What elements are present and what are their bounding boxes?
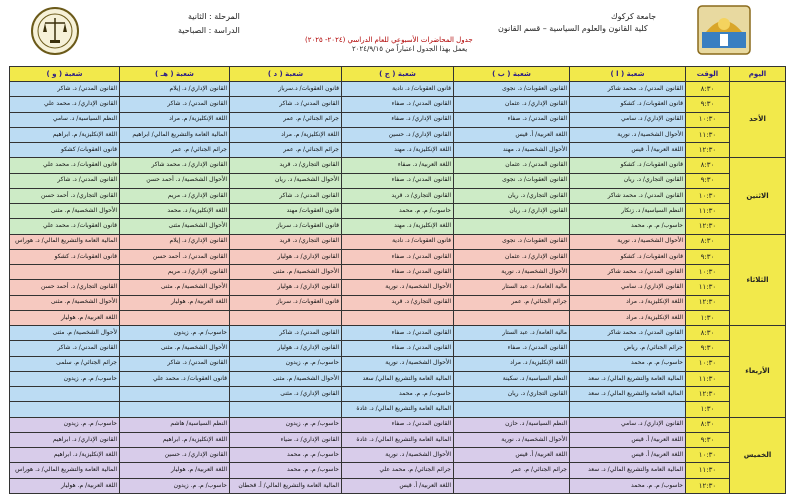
course-cell xyxy=(454,310,570,325)
course-cell: القانون المدني/ د. صفاء xyxy=(342,173,454,188)
course-cell: القانون الإداري/ د. عثمان xyxy=(454,97,570,112)
course-cell: القانون العقوبات/ د. نجوى xyxy=(454,234,570,249)
course-cell: مالية العامة/ د. عبد الستار xyxy=(454,326,570,341)
course-cell: حاسوب/ م. م. محمد xyxy=(570,478,686,494)
table-row xyxy=(10,280,786,295)
time-cell: ١٢:٣٠ xyxy=(686,387,730,402)
table-row xyxy=(10,387,786,402)
timetable-grid xyxy=(9,66,786,494)
course-cell: قانون العقوبات/ د. كشكو xyxy=(570,158,686,173)
course-cell: جرائم الجنائي/ م. رياض xyxy=(570,341,686,356)
course-cell: اللغة العربية/ أ. قيس xyxy=(570,143,686,158)
course-cell: القانون الإداري/ د. مريم xyxy=(120,265,230,280)
course-cell: القانون المدني/ د. محمد شاكر xyxy=(570,265,686,280)
course-cell: الأحوال الشخصية/ م. مثنى xyxy=(10,204,120,219)
course-cell: اللغة العربية/ أ. قيس xyxy=(570,448,686,463)
course-cell: القانون الإداري/ د. إيلام xyxy=(120,82,230,97)
document-header xyxy=(0,0,800,66)
table-row xyxy=(10,417,786,432)
course-cell: القانون الإداري/ د. مثنى xyxy=(230,387,342,402)
day-cell: الأحد xyxy=(730,82,786,158)
course-cell: قانون العقوبات/ د. نادية xyxy=(342,234,454,249)
course-cell: المالية العامة والتشريع المالي/ د. هوراس xyxy=(10,463,120,478)
course-cell: القانون المدني/ د. عثمان xyxy=(454,158,570,173)
course-cell: القانون المدني/ د. محمد شاكر xyxy=(570,326,686,341)
course-cell: القانون المدني/ د. صفاء xyxy=(342,417,454,432)
course-cell: اللغة الإنكليزية/ م. مراد xyxy=(230,127,342,142)
course-cell: القانون المدني/ د. صفاء xyxy=(342,326,454,341)
table-row xyxy=(10,356,786,371)
course-cell: القانون الإداري/ د. سامي xyxy=(570,417,686,432)
course-cell: القانون المدني/ د. صفاء xyxy=(342,97,454,112)
course-cell: جرائم الجنائي/ م. عمر xyxy=(230,112,342,127)
course-cell: قانون العقوبات/ د. محمد علي xyxy=(10,158,120,173)
course-cell: الأحوال الشخصية/ د. نورية xyxy=(570,127,686,142)
course-cell: القانون التجاري/ د. قريد xyxy=(342,295,454,310)
col-header-section-d: شعبة ( د ) xyxy=(230,67,342,82)
effective-date: يعمل بهذا الجدول اعتباراً من ٢٠٢٤/٩/١٥ xyxy=(352,45,468,53)
course-cell xyxy=(120,310,230,325)
course-cell: القانون المدني/ د. محمد شاكر xyxy=(570,188,686,203)
course-cell: حاسوب/ م. م. زيدون xyxy=(230,356,342,371)
table-row xyxy=(10,188,786,203)
course-cell: القانون المدني/ د. صفاء xyxy=(342,265,454,280)
course-cell: اللغة العربية/ م. هوليار xyxy=(120,295,230,310)
course-cell: القانون العقوبات/ د. نجوى xyxy=(454,173,570,188)
course-cell: الأحوال الشخصية/ م. مثنى xyxy=(230,265,342,280)
course-cell: جرائم الجنائي/ م. عمر xyxy=(454,295,570,310)
time-cell: ١٢:٣٠ xyxy=(686,219,730,234)
course-cell: المالية العامة والتشريع المالي/ د. غادة xyxy=(342,402,454,417)
course-cell: اللغة الإنكليزية/ د. مهند xyxy=(342,219,454,234)
table-row xyxy=(10,204,786,219)
col-header-section-e: شعبة ( هـ ) xyxy=(120,67,230,82)
course-cell: النظم السياسية/ د. حازن xyxy=(454,417,570,432)
time-cell: ١١:٣٠ xyxy=(686,127,730,142)
course-cell: القانون التجاري/ د. ريان xyxy=(454,188,570,203)
course-cell: اللغة الإنكليزية/ م. ابراهيم xyxy=(120,432,230,447)
course-cell: الأحوال الشخصية/ د. مهند xyxy=(454,143,570,158)
time-cell: ٩:٣٠ xyxy=(686,97,730,112)
col-header-day: اليوم xyxy=(730,67,786,82)
table-row xyxy=(10,219,786,234)
course-cell: المالية العامة والتشريع المالي/ د. هوراس xyxy=(10,234,120,249)
table-row xyxy=(10,478,786,494)
course-cell: قانون العقوبات/ كشكو xyxy=(10,143,120,158)
course-cell: حاسوب/ م. م. محمد xyxy=(570,219,686,234)
table-row xyxy=(10,97,786,112)
course-cell: القانون الإداري/ د. ريان xyxy=(454,204,570,219)
table-row xyxy=(10,249,786,264)
course-cell: حاسوب/ م. م. محمد xyxy=(230,463,342,478)
header-row xyxy=(10,67,786,82)
course-cell: القانون الإداري/ د. ضياء xyxy=(230,432,342,447)
table-row xyxy=(10,143,786,158)
course-cell: حاسوب/ م. م. محمد xyxy=(342,204,454,219)
course-cell: قانون العقوبات/ د. سرباز xyxy=(230,219,342,234)
course-cell: القانون المدني/ د. شاكر xyxy=(10,341,120,356)
table-row xyxy=(10,402,786,417)
stage-label: المرحلة : الثانية xyxy=(188,12,240,21)
course-cell: القانون الإداري/ د. حسين xyxy=(120,448,230,463)
col-header-section-a: شعبة ( ا ) xyxy=(570,67,686,82)
course-cell: القانون المدني/ د. شاكر xyxy=(120,97,230,112)
time-cell: ١٠:٣٠ xyxy=(686,188,730,203)
course-cell: قانون العقوبات/ د. محمد علي xyxy=(120,371,230,386)
course-cell: الأحوال الشخصية/ مثنى xyxy=(120,219,230,234)
course-cell: اللغة الإنكليزية/ د. مراد xyxy=(570,295,686,310)
table-row xyxy=(10,448,786,463)
course-cell: القانون الإداري/ د. هوليار xyxy=(230,341,342,356)
course-cell xyxy=(454,478,570,494)
course-cell: قانون العقوبات/ د. كشكو xyxy=(570,249,686,264)
course-cell: الأحوال الشخصية/ د. نورية xyxy=(454,265,570,280)
time-cell: ١٢:٣٠ xyxy=(686,478,730,494)
col-header-section-b: شعبة ( ب ) xyxy=(454,67,570,82)
course-cell: القانون الإداري/ د. سامي xyxy=(570,280,686,295)
course-cell: القانون التجاري/ د. أحمد حسن xyxy=(10,280,120,295)
time-cell: ٩:٣٠ xyxy=(686,249,730,264)
time-cell: ١٠:٣٠ xyxy=(686,265,730,280)
course-cell xyxy=(10,265,120,280)
course-cell: القانون المدني/ د. أحمد حسن xyxy=(120,249,230,264)
table-row xyxy=(10,82,786,97)
course-cell: القانون التجاري/ د. قريد xyxy=(230,158,342,173)
course-cell: اللغة العربية/ أ. قيس xyxy=(454,127,570,142)
course-cell: الأحوال الشخصية/ م. مثنى xyxy=(120,280,230,295)
course-cell: الأحوال الشخصية/ د. نورية xyxy=(342,280,454,295)
course-cell: الأحوال الشخصية/ د. نورية xyxy=(570,234,686,249)
course-cell: اللغة الإنكليزية/ د. مراد xyxy=(454,356,570,371)
day-cell: الأربعاء xyxy=(730,326,786,418)
course-cell: القانون العقوبات/ د. نجوى xyxy=(454,82,570,97)
course-cell: جرائم الجنائي/ م. محمد علي xyxy=(342,463,454,478)
course-cell: قانون العقوبات/ د. محمد علي xyxy=(10,219,120,234)
table-row xyxy=(10,127,786,142)
course-cell: القانون الإداري/ د. عثمان xyxy=(454,249,570,264)
course-cell: القانون الإداري/ د. إيلام xyxy=(120,234,230,249)
course-cell: الأحوال الشخصية/ م. مثنى xyxy=(230,371,342,386)
course-cell: القانون الإداري/ د. حسين xyxy=(342,127,454,142)
course-cell: النظم السياسية/ د. سامي xyxy=(10,112,120,127)
col-header-time: الوقت xyxy=(686,67,730,82)
course-cell: الأحوال الشخصية/ د. أحمد حسن xyxy=(120,173,230,188)
time-cell: ٨:٣٠ xyxy=(686,234,730,249)
course-cell: القانون الإداري/ د. هوليار xyxy=(230,280,342,295)
time-cell: ١:٣٠ xyxy=(686,402,730,417)
day-cell: الثلاثاء xyxy=(730,234,786,326)
course-cell: القانون الإداري/ د. محمد علي xyxy=(10,97,120,112)
time-cell: ٨:٣٠ xyxy=(686,158,730,173)
course-cell: اللغة العربية/ م. هوليار xyxy=(120,463,230,478)
table-row xyxy=(10,158,786,173)
schedule-title: جدول المحاضرات الأسبوعي للعام الدراسي (٢٠٢٤- ٢٠٢٥) xyxy=(305,36,473,44)
course-cell: النظم السياسية/ د. سكينة xyxy=(454,371,570,386)
course-cell: القانون المدني/ د. صفاء xyxy=(454,112,570,127)
course-cell: اللغة العربية/ م. هوليار xyxy=(10,310,120,325)
course-cell: اللغة العربية/ م. هوليار xyxy=(10,478,120,494)
course-cell: القانون التجاري/ د. قريد xyxy=(342,188,454,203)
course-cell: حاسوب/ م. م. محمد xyxy=(342,387,454,402)
time-cell: ١٠:٣٠ xyxy=(686,448,730,463)
table-row xyxy=(10,432,786,447)
course-cell: جرائم الجنائي/ م. سلمى xyxy=(10,356,120,371)
course-cell: القانون المدني/ د. شاكر xyxy=(230,326,342,341)
time-cell: ١٠:٣٠ xyxy=(686,356,730,371)
course-cell: حاسوب/ م. م. زيدون xyxy=(10,417,120,432)
course-cell xyxy=(342,310,454,325)
table-row xyxy=(10,173,786,188)
time-cell: ١١:٣٠ xyxy=(686,371,730,386)
time-cell: ١٠:٣٠ xyxy=(686,112,730,127)
table-row xyxy=(10,310,786,325)
university-logo xyxy=(696,4,752,56)
course-cell: مالية العامة/ د. عبد الستار xyxy=(454,280,570,295)
course-cell: قانون العقوبات/ مهند xyxy=(230,204,342,219)
course-cell: قانون العقوبات/ د. نادية xyxy=(342,82,454,97)
course-cell: المالية العامة والتشريع المالي/ أ. قحطان xyxy=(230,478,342,494)
course-cell: اللغة العربية/ أ. قيس xyxy=(454,448,570,463)
course-cell: جرائم الجنائي/ م. عمر xyxy=(120,143,230,158)
course-cell: اللغة الإنكليزية/ د. محمد xyxy=(120,204,230,219)
time-cell: ٨:٣٠ xyxy=(686,82,730,97)
table-row xyxy=(10,265,786,280)
course-cell xyxy=(10,402,120,417)
course-cell xyxy=(454,219,570,234)
course-cell: اللغة العربية/ أ. قيس xyxy=(570,432,686,447)
course-cell: اللغة العربية/ أ. قيس xyxy=(342,478,454,494)
time-cell: ١:٣٠ xyxy=(686,310,730,325)
course-cell: المالية العامة والتشريع المالي/ د. سعد xyxy=(570,463,686,478)
course-cell: حاسوب/ م. م. زيدون xyxy=(230,417,342,432)
timetable-body xyxy=(10,82,786,494)
course-cell: اللغة العربية/ د. صفاء xyxy=(342,158,454,173)
course-cell: القانون الإداري/ د. هوليار xyxy=(230,249,342,264)
course-cell: الأحوال الشخصية/ م. مثنى xyxy=(120,341,230,356)
course-cell: جرائم الجنائي/ م. عمر xyxy=(230,143,342,158)
time-cell: ١١:٣٠ xyxy=(686,280,730,295)
course-cell: القانون المدني/ د. شاكر xyxy=(230,97,342,112)
table-row xyxy=(10,295,786,310)
course-cell: اللغة الإنكليزية/ م. ابراهيم xyxy=(10,127,120,142)
course-cell: المالية العامة والتشريع المالي/ ابراهيم xyxy=(120,127,230,142)
course-cell: المالية العامة والتشريع المالي/ سعد xyxy=(342,371,454,386)
course-cell: الأحوال الشخصية/ م. مثنى xyxy=(10,295,120,310)
course-cell: القانون التجاري/ د. أحمد حسن xyxy=(10,188,120,203)
course-cell: القانون التجاري/ د. ريان xyxy=(570,173,686,188)
course-cell: القانون المدني/ د. صفاء xyxy=(454,341,570,356)
course-cell: القانون التجاري/ د. ريان xyxy=(454,387,570,402)
course-cell: جرائم الجنائي/ م. عمر xyxy=(454,463,570,478)
course-cell: اللغة الإنكليزية/ د. ابراهيم xyxy=(10,448,120,463)
course-cell: حاسوب/ م. م. زيدون xyxy=(10,371,120,386)
course-cell xyxy=(120,387,230,402)
course-cell: الأحوال الشخصية/ د. نورية xyxy=(454,432,570,447)
table-row xyxy=(10,371,786,386)
course-cell: النظم السياسية/ د. زنكار xyxy=(570,204,686,219)
day-cell: الخميس xyxy=(730,417,786,494)
course-cell: قانون العقوبات/ د. كشكو xyxy=(570,97,686,112)
course-cell: القانون الإداري/ د. سامي xyxy=(570,112,686,127)
course-cell: القانون التجاري/ د. قريد xyxy=(230,234,342,249)
col-header-section-c: شعبة ( ج ) xyxy=(342,67,454,82)
course-cell: القانون الإداري/ د. مريم xyxy=(120,188,230,203)
time-cell: ١١:٣٠ xyxy=(686,204,730,219)
course-cell: الأحوال الشخصية/ د. نورية xyxy=(342,448,454,463)
time-cell: ٨:٣٠ xyxy=(686,326,730,341)
course-cell: قانون العقوبات/ د. كشكو xyxy=(10,249,120,264)
course-cell xyxy=(230,310,342,325)
study-type-label: الدراسة : الصباحية xyxy=(178,26,240,35)
table-row xyxy=(10,463,786,478)
course-cell: قانون العقوبات/ د. سرباز xyxy=(230,295,342,310)
time-cell: ٩:٣٠ xyxy=(686,173,730,188)
time-cell: ٩:٣٠ xyxy=(686,341,730,356)
table-row xyxy=(10,341,786,356)
course-cell: اللغة الإنكليزية/ د. مراد xyxy=(570,310,686,325)
col-header-section-f: شعبة ( و ) xyxy=(10,67,120,82)
course-cell: حاسوب/ م. م. محمد xyxy=(570,356,686,371)
university-name: جامعة كركوك xyxy=(611,12,657,21)
course-cell: قانون العقوبات/ د.سرباز xyxy=(230,82,342,97)
course-cell: القانون المدني/ د. محمد شاكر xyxy=(570,82,686,97)
time-cell: ٩:٣٠ xyxy=(686,432,730,447)
course-cell xyxy=(570,402,686,417)
course-cell: حاسوب/ م. م. زيدون xyxy=(120,326,230,341)
table-row xyxy=(10,326,786,341)
course-cell: القانون الإداري/ د. ابراهيم xyxy=(10,432,120,447)
course-cell: المالية العامة والتشريع المالي/ د. غادة xyxy=(342,432,454,447)
table-row xyxy=(10,234,786,249)
course-cell xyxy=(230,402,342,417)
course-cell xyxy=(454,402,570,417)
course-cell: القانون المدني/ د. شاكر xyxy=(120,356,230,371)
course-cell: اللغة الإنكليزية/ د. مهند xyxy=(342,143,454,158)
timetable xyxy=(9,66,785,494)
course-cell: النظم السياسية/ هاشم xyxy=(120,417,230,432)
course-cell: المالية العامة والتشريع المالي/ د. سعد xyxy=(570,387,686,402)
table-row xyxy=(10,112,786,127)
course-cell: القانون الإداري/ د. صفاء xyxy=(342,112,454,127)
course-cell: القانون المدني/ د. شاكر xyxy=(10,173,120,188)
course-cell: اللغة الإنكليزية/ م. مراد xyxy=(120,112,230,127)
course-cell: حاسوب/ م. م. زيدون xyxy=(120,478,230,494)
course-cell: لأحوال الشخصية/ م. مثنى xyxy=(10,326,120,341)
time-cell: ١٢:٣٠ xyxy=(686,295,730,310)
course-cell: القانون الإداري/ د. محمد شاكر xyxy=(120,158,230,173)
college-department: كلية القانون والعلوم السياسية – قسم القانون xyxy=(498,24,648,33)
time-cell: ١١:٣٠ xyxy=(686,463,730,478)
time-cell: ١٢:٣٠ xyxy=(686,143,730,158)
course-cell: القانون المدني/ د. شاكر xyxy=(10,82,120,97)
course-cell: القانون المدني/ د. شاكر xyxy=(230,188,342,203)
course-cell: حاسوب/ م. م. محمد xyxy=(230,448,342,463)
course-cell: الأحوال الشخصية/ د. نورية xyxy=(342,356,454,371)
course-cell: الأحوال الشخصية/ د. ريان xyxy=(230,173,342,188)
course-cell: القانون المدني/ د. صفاء xyxy=(342,249,454,264)
course-cell xyxy=(10,387,120,402)
law-faculty-logo xyxy=(30,6,80,56)
course-cell: القانون المدني/ د. صفاء xyxy=(342,341,454,356)
day-cell: الاثنين xyxy=(730,158,786,234)
course-cell xyxy=(120,402,230,417)
course-cell: المالية العامة والتشريع المالي/ د. سعد xyxy=(570,371,686,386)
time-cell: ٨:٣٠ xyxy=(686,417,730,432)
